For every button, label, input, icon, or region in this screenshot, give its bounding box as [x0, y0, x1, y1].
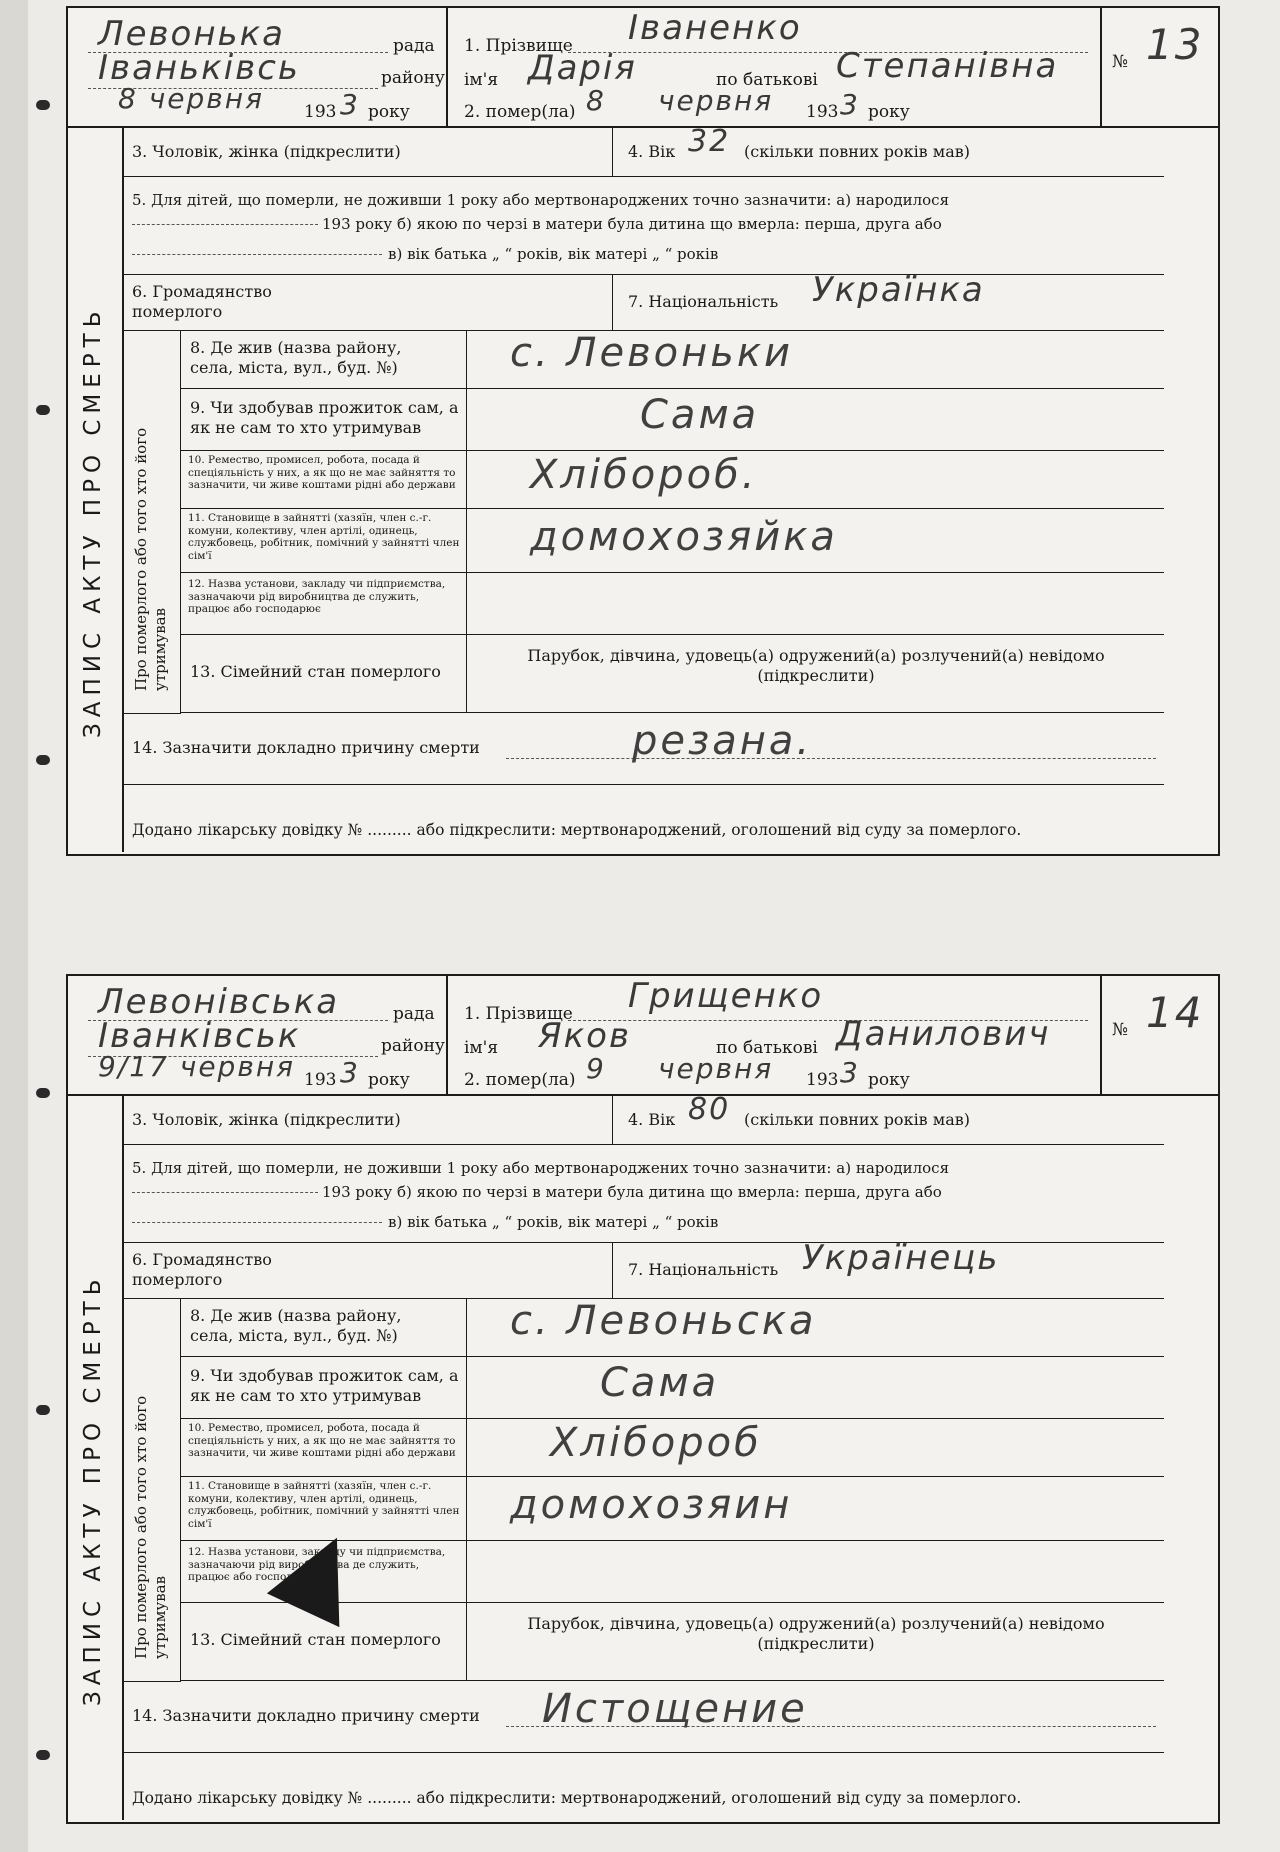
q14-label: 14. Зазначити докладно причину смерти: [132, 1706, 480, 1725]
row-q11: [180, 1476, 1164, 1541]
q7-label: 7. Національність: [628, 292, 779, 311]
row-q14: [122, 1680, 1164, 1753]
q4-suffix: (скільки повних років мав): [744, 142, 971, 161]
q11-label: 11. Становище в зайнятті (хазяїн, член с.-г. комуни, колективу, член артілі, одинець, службовець, робітник, помічний у зайнятті член сім'ї: [188, 1480, 460, 1530]
q3-label: 3. Чоловік, жінка (підкреслити): [132, 1110, 401, 1129]
q8-handwriting: с. Левоньки: [510, 330, 794, 376]
record-number-label: №: [1112, 1020, 1129, 1040]
q9-handwriting: Сама: [600, 1360, 720, 1406]
form-header: [68, 976, 1218, 1096]
patronymic-handwriting: Степанівна: [836, 46, 1059, 86]
binding-hole: [36, 1405, 50, 1415]
name-label: ім'я: [464, 1038, 499, 1058]
sub-side-column: [122, 1298, 181, 1682]
row-footer: [122, 1752, 1164, 1820]
died-month-handwriting: червня: [658, 1052, 774, 1085]
district-handwriting: Іванківськ: [98, 1016, 301, 1056]
name-handwriting: Яков: [538, 1016, 631, 1056]
row-q13: [180, 634, 1164, 713]
q9-label: 9. Чи здобував прожиток сам, а як не сам то хто утримував: [190, 398, 459, 437]
q4-handwriting: 32: [688, 124, 731, 159]
row-footer: [122, 784, 1164, 852]
side-column: [68, 1096, 124, 1820]
side-title: ЗАПИС АКТУ ПРО СМЕРТЬ: [80, 1273, 106, 1706]
sub-side-title: Про померлого або того хто його утримував: [132, 427, 169, 691]
q8-label: 8. Де жив (назва району, села, міста, вул., буд. №): [190, 338, 402, 377]
row-q6-q7: [122, 1238, 1164, 1299]
row-q5: [122, 1144, 1164, 1243]
surname-label: 1. Прізвище: [464, 1004, 573, 1024]
binding-hole: [36, 100, 50, 110]
q8-handwriting: с. Левоньска: [510, 1298, 817, 1344]
q7-handwriting: Українка: [812, 270, 985, 310]
binding-hole: [36, 405, 50, 415]
q4-suffix: (скільки повних років мав): [744, 1110, 971, 1129]
q4-handwriting: 80: [688, 1092, 731, 1127]
year-label: року: [368, 1070, 410, 1090]
footer-note: Додано лікарську довідку № ......... або підкреслити: мертвонароджений, оголошений від суду за померлого.: [132, 1789, 1022, 1807]
died-month-handwriting: червня: [658, 84, 774, 117]
died-year-label: року: [868, 1070, 910, 1090]
council-label: рада: [393, 36, 435, 56]
died-year-prefix: 193: [806, 102, 839, 122]
date-handwriting: 8 червня: [118, 82, 264, 115]
q5-line1: 5. Для дітей, що померли, не доживши 1 року або мертвонароджених точно зазначити: а) народилося: [132, 191, 950, 209]
q3-label: 3. Чоловік, жінка (підкреслити): [132, 142, 401, 161]
died-day-handwriting: 8: [586, 84, 606, 117]
year-digit-handwriting: 3: [340, 88, 360, 121]
patronymic-label: по батькові: [716, 1038, 818, 1058]
row-q8: [180, 330, 1164, 389]
q6-label: 6. Громадянство померлого: [132, 1250, 272, 1289]
record-number-label: №: [1112, 52, 1129, 72]
form-header: [68, 8, 1218, 128]
q10-handwriting: Хлібороб: [550, 1420, 762, 1466]
date-handwriting: 9/17 червня: [98, 1050, 295, 1083]
death-record-form-2: [66, 974, 1220, 1824]
record-number: 14: [1146, 988, 1204, 1037]
q7-label: 7. Національність: [628, 1260, 779, 1279]
year-prefix: 193: [304, 102, 337, 122]
row-q8: [180, 1298, 1164, 1357]
year-digit-handwriting: 3: [340, 1056, 360, 1089]
q10-label: 10. Ремество, промисел, робота, посада й спеціяльність у них, а як що не має зайняття то зазначити, чи живе коштами рідні або держави: [188, 1422, 456, 1459]
q14-handwriting: Истощение: [542, 1686, 808, 1732]
row-q9: [180, 388, 1164, 451]
q11-label: 11. Становище в зайнятті (хазяїн, член с.-г. комуни, колективу, член артілі, одинець, службовець, робітник, помічний у зайнятті член сім'ї: [188, 512, 460, 562]
surname-handwriting: Грищенко: [628, 976, 824, 1016]
council-handwriting: Левонька: [98, 14, 285, 54]
binding-hole: [36, 1088, 50, 1098]
row-q6-q7: [122, 270, 1164, 331]
patronymic-handwriting: Данилович: [836, 1014, 1051, 1054]
died-day-handwriting: 9: [586, 1052, 606, 1085]
district-label: району: [381, 68, 445, 88]
q13-label: 13. Сімейний стан померлого: [190, 1630, 441, 1649]
died-year-label: року: [868, 102, 910, 122]
died-year-digit-handwriting: 3: [840, 1056, 860, 1089]
q12-label: 12. Назва установи, закладу чи підприємства, зазначаючи рід виробництва де служить, працює або господарює: [188, 578, 446, 615]
row-q13: [180, 1602, 1164, 1681]
year-prefix: 193: [304, 1070, 337, 1090]
q9-label: 9. Чи здобував прожиток сам, а як не сам то хто утримував: [190, 1366, 459, 1405]
council-handwriting: Левонівська: [98, 982, 340, 1022]
side-title: ЗАПИС АКТУ ПРО СМЕРТЬ: [80, 305, 106, 738]
q5-line3: в) вік батька „ “ років, вік матері „ “ років: [388, 245, 719, 263]
q7-handwriting: Українець: [802, 1238, 1000, 1278]
q5-line3: в) вік батька „ “ років, вік матері „ “ років: [388, 1213, 719, 1231]
died-label: 2. помер(ла): [464, 102, 576, 122]
q5-line2: 193 року б) якою по черзі в матери була дитина що вмерла: перша, друга або: [322, 215, 942, 233]
q10-label: 10. Ремество, промисел, робота, посада й спеціяльність у них, а як що не має зайняття то зазначити, чи живе коштами рідні або держави: [188, 454, 456, 491]
q14-handwriting: резана.: [632, 718, 813, 764]
name-label: ім'я: [464, 70, 499, 90]
row-q3-q4: [122, 1092, 1164, 1145]
died-label: 2. помер(ла): [464, 1070, 576, 1090]
q8-label: 8. Де жив (назва району, села, міста, вул., буд. №): [190, 1306, 402, 1345]
q12-label: 12. Назва установи, закладу чи підприємства, зазначаючи рід виробництва де служить, працює або господарює: [188, 1546, 446, 1583]
row-q9: [180, 1356, 1164, 1419]
year-label: року: [368, 102, 410, 122]
district-label: району: [381, 1036, 445, 1056]
row-q14: [122, 712, 1164, 785]
row-q11: [180, 508, 1164, 573]
side-column: [68, 128, 124, 852]
q5-line2: 193 року б) якою по черзі в матери була дитина що вмерла: перша, друга або: [322, 1183, 942, 1201]
sub-side-title: Про померлого або того хто його утримував: [132, 1395, 169, 1659]
q4-label: 4. Вік: [628, 142, 676, 161]
sub-side-column: [122, 330, 181, 714]
q13-options: Парубок, дівчина, удовець(а) одружений(а) розлучений(а) невідомо (підкреслити): [527, 1614, 1105, 1653]
council-label: рада: [393, 1004, 435, 1024]
q14-label: 14. Зазначити докладно причину смерти: [132, 738, 480, 757]
death-record-form-1: [66, 6, 1220, 856]
q4-label: 4. Вік: [628, 1110, 676, 1129]
q10-handwriting: Хлібороб.: [530, 452, 758, 498]
binding-hole: [36, 1750, 50, 1760]
paper-edge: [0, 0, 28, 1852]
patronymic-label: по батькові: [716, 70, 818, 90]
footer-note: Додано лікарську довідку № ......... або підкреслити: мертвонароджений, оголошений від суду за померлого.: [132, 821, 1022, 839]
row-q12: [180, 1540, 1164, 1603]
died-year-digit-handwriting: 3: [840, 88, 860, 121]
surname-label: 1. Прізвище: [464, 36, 573, 56]
q5-line1: 5. Для дітей, що померли, не доживши 1 року або мертвонароджених точно зазначити: а) народилося: [132, 1159, 950, 1177]
surname-handwriting: Іваненко: [628, 8, 802, 48]
q11-handwriting: домохозяин: [510, 1482, 793, 1528]
row-q12: [180, 572, 1164, 635]
died-year-prefix: 193: [806, 1070, 839, 1090]
q13-options: Парубок, дівчина, удовець(а) одружений(а) розлучений(а) невідомо (підкреслити): [527, 646, 1105, 685]
record-number: 13: [1146, 20, 1204, 69]
row-q10: [180, 450, 1164, 509]
q6-label: 6. Громадянство померлого: [132, 282, 272, 321]
q9-handwriting: Сама: [640, 392, 760, 438]
row-q10: [180, 1418, 1164, 1477]
binding-hole: [36, 755, 50, 765]
row-q5: [122, 176, 1164, 275]
district-handwriting: Іваньківсь: [98, 48, 300, 88]
row-q3-q4: [122, 124, 1164, 177]
q13-label: 13. Сімейний стан померлого: [190, 662, 441, 681]
q11-handwriting: домохозяйка: [530, 514, 838, 560]
name-handwriting: Дарія: [528, 48, 637, 88]
